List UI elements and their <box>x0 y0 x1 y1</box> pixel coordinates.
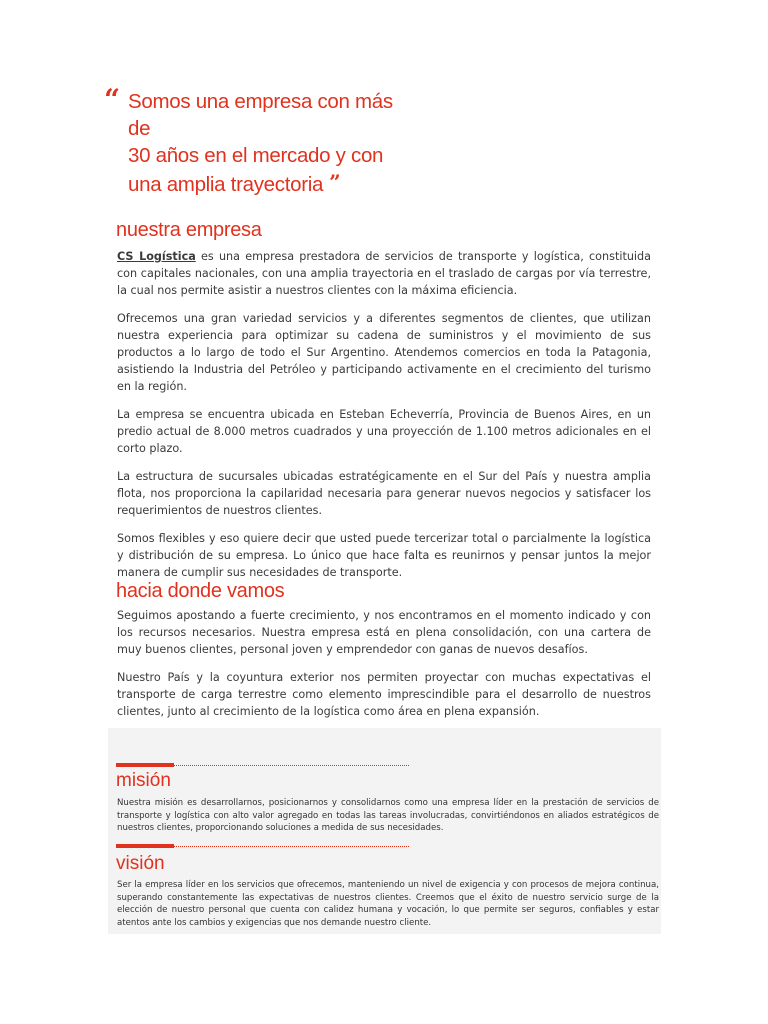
hacia-donde-vamos-body <box>117 607 651 731</box>
section-title-vision: visión <box>116 853 165 874</box>
section-title-mision: misión <box>116 770 171 791</box>
nuestra-empresa-body <box>117 248 651 592</box>
mision-text: Nuestra misión es desarrollarnos, posicionarnos y consolidarnos como una empresa líder en la prestación de servicios de transporte y logística con alto valor agregado en todas las tareas involucradas, convirtiéndonos en aliados estratégicos de nuestros clientes, proporcionando soluciones a medida de sus necesidades. <box>117 798 659 834</box>
pull-quote <box>104 83 404 198</box>
quote-line-3 <box>104 169 404 198</box>
vision-text: Ser la empresa líder en los servicios que ofrecemos, manteniendo un nivel de exigencia y con procesos de mejora continua, superando constantemente las expectativas de nuestros clientes. Creemos que el éxito de nuestro servicio surge de la elección de nuestro personal que cuenta con calidez humana y vocación, lo que permite ser seguros, confiables y estar atentos ante los cambios y exigencias que nos demande nuestro cliente. <box>117 880 659 928</box>
mision-panel <box>108 728 661 838</box>
accent-bar <box>116 844 174 848</box>
brand-name: CS Logística <box>117 250 196 263</box>
open-quote-mark: “ <box>104 83 120 116</box>
quote-line-1: Somos una empresa con más de <box>128 90 393 140</box>
accent-bar <box>116 763 174 767</box>
paragraph: La estructura de sucursales ubicadas estratégicamente en el Sur del País y nuestra amplia flota, nos proporciona la capilaridad necesaria para generar nuevos negocios y satisfacer los requerimientos de nuestros clientes. <box>117 470 651 517</box>
quote-line-2: 30 años en el mercado y con <box>128 144 384 167</box>
paragraph <box>117 248 651 299</box>
paragraph-text: es una empresa prestadora de servicios de transporte y logística, constituida con capitales nacionales, con una amplia trayectoria en el traslado de cargas por vía terrestre, la cual nos permite asistir a nuestros clientes con la máxima eficiencia. <box>117 250 651 297</box>
paragraph: La empresa se encuentra ubicada en Esteban Echeverría, Provincia de Buenos Aires, en un predio actual de 8.000 metros cuadrados y una proyección de 1.100 metros adicionales en el corto plazo. <box>117 408 651 455</box>
paragraph: Somos flexibles y eso quiere decir que usted puede tercerizar total o parcialmente la logística y distribución de su empresa. Lo único que hace falta es reunirnos y pensar juntos la mejor manera de cumplir sus necesidades de transporte. <box>117 532 651 579</box>
section-title-hacia-donde-vamos: hacia donde vamos <box>116 580 285 602</box>
vision-panel <box>108 834 661 934</box>
paragraph: Nuestro País y la coyuntura exterior nos permiten proyectar con muchas expectativas el transporte de carga terrestre como elemento imprescindible para el desarrollo de nuestros clientes, junto al crecimiento de la logística como área en plena expansión. <box>117 671 651 718</box>
close-quote-mark: ” <box>329 170 341 194</box>
paragraph: Seguimos apostando a fuerte crecimiento, y nos encontramos en el momento indicado y con los recursos necesarios. Nuestra empresa está en plena consolidación, con una cartera de muy buenos clientes, personal joven y emprendedor con ganas de nuevos desafíos. <box>117 609 651 656</box>
quote-line-3-text: una amplia trayectoria <box>128 173 324 196</box>
section-title-nuestra-empresa: nuestra empresa <box>116 219 262 241</box>
dotted-divider <box>174 765 409 766</box>
dotted-divider <box>174 846 409 847</box>
paragraph: Ofrecemos una gran variedad servicios y a diferentes segmentos de clientes, que utilizan nuestra experiencia para optimizar su cadena de suministros y el movimiento de sus productos a lo largo de todo el Sur Argentino. Atendemos comercios en toda la Patagonia, asistiendo la Industria del Petróleo y participando activamente en el crecimiento del turismo en la región. <box>117 312 651 393</box>
